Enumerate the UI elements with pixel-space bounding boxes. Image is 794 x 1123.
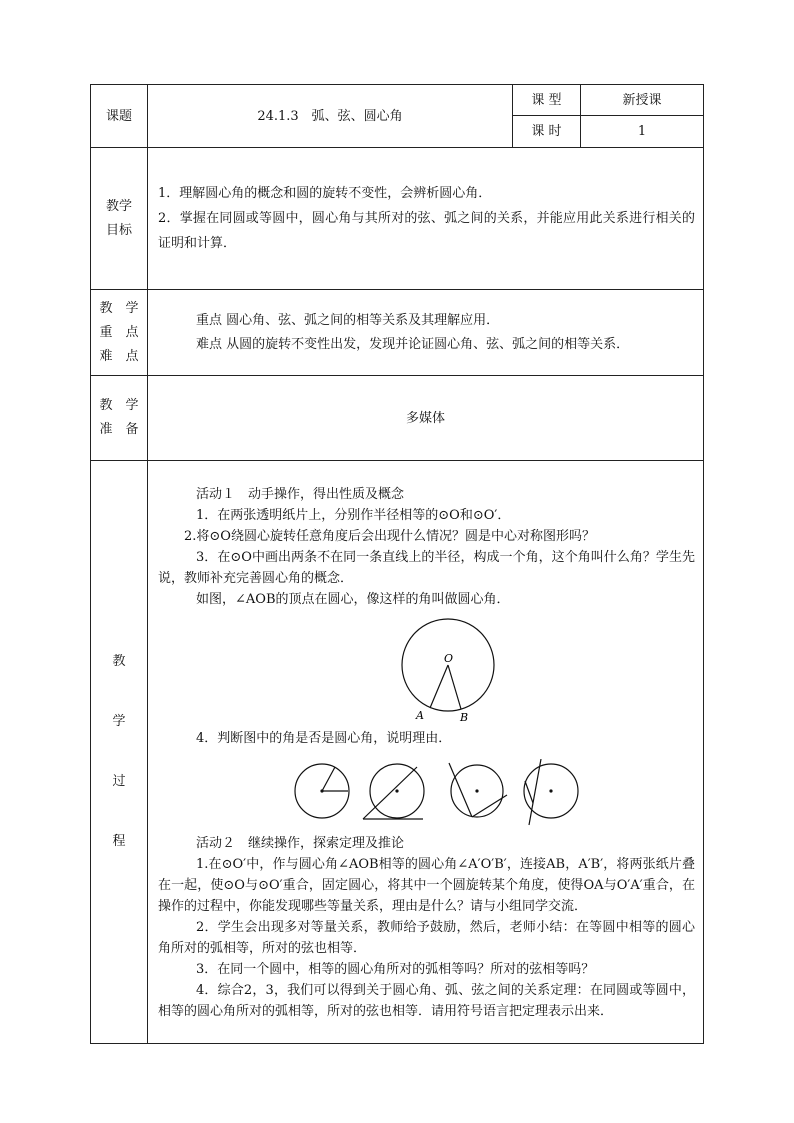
judge-angles-figure bbox=[293, 759, 593, 827]
process-row bbox=[91, 461, 704, 1044]
lesson-hours-value: 1 bbox=[581, 116, 704, 148]
label-process-1: 教 bbox=[112, 654, 126, 669]
label-process bbox=[91, 461, 148, 1044]
label-process-4: 程 bbox=[112, 834, 126, 849]
key-point-focus: 重点 圆心角、弦、弧之间的相等关系及其理解应用． bbox=[196, 312, 500, 328]
label-key-line2: 重 点 bbox=[99, 324, 139, 340]
key-point-difficulty: 难点 从圆的旋转不变性出发，发现并论证圆心角、弦、弧之间的相等关系． bbox=[196, 336, 630, 352]
label-key-line1: 教 学 bbox=[99, 300, 139, 316]
a2-item-3: 3．在同一个圆中，相等的圆心角所对的弧相等吗？所对的弦相等吗？ bbox=[196, 962, 595, 977]
a1-item-3: 3．在⊙O中画出两条不在同一条直线上的半径，构成一个角，这个角叫什么角？学生先说，教师补充完善圆心角的概念． bbox=[158, 550, 695, 586]
key-points-content bbox=[148, 290, 704, 376]
radius-oa bbox=[430, 665, 448, 708]
a1-item-2: 2.将⊙O绕圆心旋转任意角度后会出现什么情况？圆是中心对称图形吗？ bbox=[184, 529, 595, 544]
a1-item-1: 1．在两张透明纸片上，分别作半径相等的⊙O和⊙O′． bbox=[196, 508, 511, 523]
preparation-row bbox=[91, 376, 704, 461]
label-topic: 课题 bbox=[91, 85, 148, 148]
goals-row bbox=[91, 148, 704, 290]
label-goals-line1: 教学 bbox=[105, 198, 132, 214]
label-key-points bbox=[91, 290, 148, 376]
activity2-title: 活动２ 继续操作，探索定理及推论 bbox=[196, 836, 405, 851]
label-key-line3: 难 点 bbox=[99, 348, 139, 364]
label-b: B bbox=[460, 711, 469, 722]
label-goals bbox=[91, 148, 148, 290]
lesson-type-value: 新授课 bbox=[581, 85, 704, 116]
judge-figure-4 bbox=[524, 759, 578, 825]
header-row-1 bbox=[91, 85, 704, 116]
process-content bbox=[148, 461, 704, 1044]
lesson-title: 24.1.3 弧、弦、圆心角 bbox=[148, 85, 513, 148]
label-lesson-type: 课 型 bbox=[513, 85, 581, 116]
a1-item-question: 4．判断图中的角是否是圆心角，说明理由． bbox=[196, 731, 452, 746]
judge-figure-1 bbox=[295, 764, 349, 818]
activity1-title: 活动１ 动手操作，得出性质及概念 bbox=[196, 487, 405, 502]
key-points-row bbox=[91, 290, 704, 376]
label-preparation bbox=[91, 376, 148, 461]
a1-item-4: 如图，∠AOB的顶点在圆心，像这样的角叫做圆心角． bbox=[196, 592, 510, 607]
radius-ob bbox=[448, 665, 461, 709]
preparation-value: 多媒体 bbox=[148, 376, 704, 461]
label-o: O bbox=[444, 652, 454, 665]
label-a: A bbox=[416, 709, 424, 722]
a2-item-2: 2．学生会出现多对等量关系，教师给予鼓励，然后，老师小结：在等圆中相等的圆心角所对的弧相等，所对的弦也相等． bbox=[158, 920, 695, 956]
goal-item-2: 2．掌握在同圆或等圆中，圆心角与其所对的弦、弧之间的关系，并能应用此关系进行相关的证明和计算． bbox=[158, 211, 695, 251]
label-prep-line2: 准 备 bbox=[99, 422, 139, 437]
goals-content bbox=[148, 148, 704, 290]
central-angle-figure bbox=[398, 616, 508, 722]
judge-figure-3 bbox=[449, 763, 507, 817]
label-goals-line2: 目标 bbox=[105, 222, 132, 238]
judge-figure-2 bbox=[363, 764, 424, 819]
goal-item-1: 1．理解圆心角的概念和圆的旋转不变性，会辨析圆心角． bbox=[158, 186, 492, 201]
label-prep-line1: 教 学 bbox=[99, 398, 139, 413]
a2-item-1: 1.在⊙O′中，作与圆心角∠AOB相等的圆心角∠A′O′B′，连接AB，A′B′，将两张纸片叠在一起，使⊙O与⊙O′重合，固定圆心，将其中一个圆旋转某个角度，使得OA与O′A′重合，在操作的过程中，你能发现哪些等量关系，理由是什么？请与小组同学交流． bbox=[158, 857, 695, 914]
label-process-2: 学 bbox=[112, 714, 126, 729]
a2-item-4: 4．综合2，3，我们可以得到关于圆心角、弧、弦之间的关系定理：在同圆或等圆中，相等的圆心角所对的弧相等，所对的弦也相等．请用符号语言把定理表示出来． bbox=[158, 983, 695, 1019]
label-lesson-hours: 课 时 bbox=[513, 116, 581, 148]
lesson-plan-table bbox=[90, 84, 704, 1044]
label-process-3: 过 bbox=[112, 774, 126, 789]
